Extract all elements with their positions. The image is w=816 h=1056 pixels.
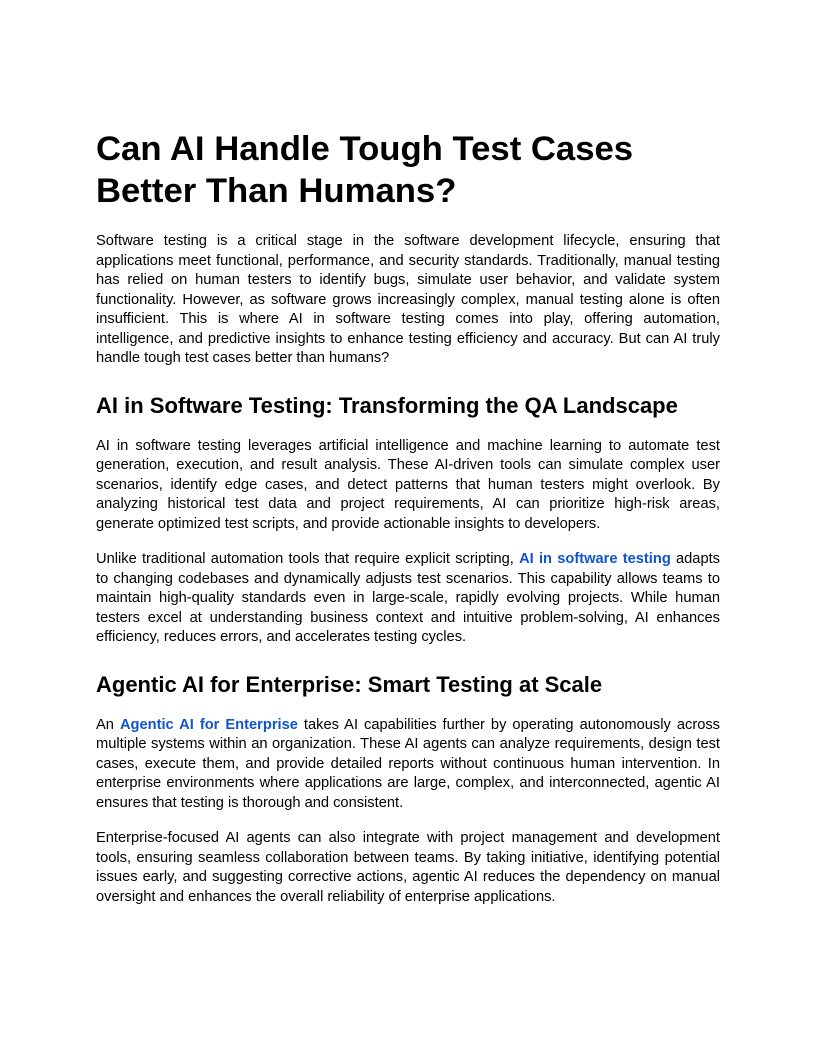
text-run: Unlike traditional automation tools that require explicit scripting, [96,551,520,568]
link-ai-in-software-testing[interactable]: AI in software testing [519,551,671,568]
section-heading-agentic-ai-for-enterprise: Agentic AI for Enterprise: Smart Testing at Scale [96,671,603,697]
text-run: Enterprise-focused AI agents can also integrate with project management and development tools, ensuring seamless collaboration between teams. By taking initiative, identifying potential issues early, and suggesting corrective actions, agentic AI reduces the dependency on manual oversight and enhances the overall reliability of enterprise applications. [96,830,720,905]
section1-paragraph-1 [96,437,720,535]
text-run: Software testing is a critical stage in the software development lifecycle, ensuring that applications meet functional, performance, and security standards. Traditionally, manual testing has relied on human testers to identify bugs, simulate user behavior, and validate system functionality. However, as software grows increasingly complex, manual testing alone is often insufficient. This is where AI in software testing comes into play, offering automation, intelligence, and predictive insights to enhance testing efficiency and accuracy. But can AI truly handle tough test cases better than humans? [96,233,720,367]
text-run: AI in software testing leverages artificial intelligence and machine learning to automate test generation, execution, and result analysis. These AI-driven tools can simulate complex user scenarios, identify edge cases, and detect patterns that human testers might overlook. By analyzing historical test data and project requirements, AI can prioritize high-risk areas, generate optimized test scripts, and provide actionable insights to developers. [96,437,720,532]
text-run: An [96,716,120,733]
document-title: Can AI Handle Tough Test Cases Better Than Humans? [96,130,634,210]
text-run: takes AI capabilities further by operating autonomously across multiple systems within an organization. These AI agents can analyze requirements, design test cases, execute them, and provide detailed reports without continuous human intervention. In enterprise environments where applications are large, complex, and interconnected, agentic AI ensures that testing is thorough and consistent. [96,716,721,811]
section2-paragraph-2 [96,829,720,907]
section2-paragraph-1 [96,716,720,814]
section-heading-ai-in-software-testing: AI in Software Testing: Transforming the QA Landscape [96,392,678,418]
link-agentic-ai-for-enterprise[interactable]: Agentic AI for Enterprise [119,716,298,733]
text-run: adapts to changing codebases and dynamically adjusts test scenarios. This capability allows teams to maintain high-quality standards even in large-scale, rapidly evolving projects. While human testers excel at understanding business context and intuitive problem-solving, AI enhances efficiency, reduces errors, and accelerates testing cycles. [96,551,721,646]
section1-paragraph-2 [96,550,720,648]
intro-paragraph [96,232,720,369]
